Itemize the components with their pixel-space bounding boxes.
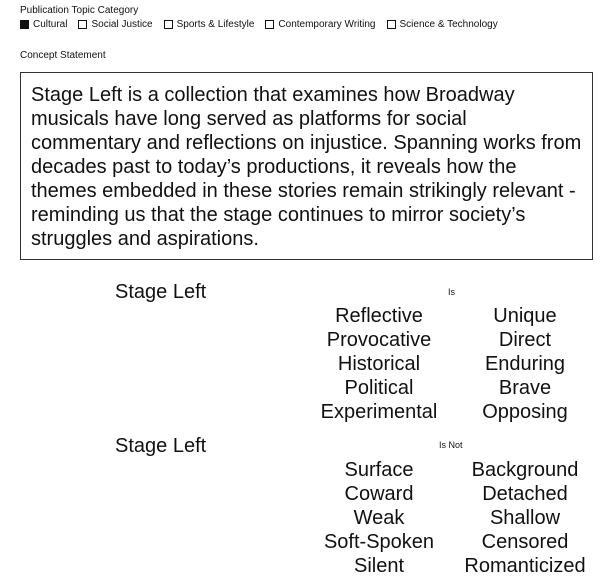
is-not-word: Shallow — [489, 507, 561, 529]
is-not-word: Censored — [481, 531, 569, 553]
is-not-section-heading: Is Not — [439, 440, 463, 450]
is-word: Political — [344, 377, 414, 399]
is-not-section-name: Stage Left — [115, 435, 207, 457]
is-not-word: Romanticized — [464, 555, 586, 577]
concept-statement-box[interactable] — [20, 72, 593, 260]
is-section-name: Stage Left — [115, 281, 207, 303]
checkbox-unchecked[interactable] — [78, 20, 87, 29]
is-not-left-column — [304, 458, 454, 578]
is-not-word: Weak — [353, 507, 405, 529]
category-option-label: Contemporary Writing — [278, 19, 376, 30]
checkbox-checked[interactable] — [20, 20, 29, 29]
is-word: Experimental — [320, 401, 438, 423]
category-option-contemporary-writing[interactable] — [265, 19, 375, 30]
category-option-cultural[interactable] — [20, 19, 67, 30]
is-not-word: Surface — [344, 459, 414, 481]
is-not-word: Background — [471, 459, 579, 481]
is-not-word: Soft-Spoken — [323, 531, 435, 553]
checkbox-unchecked[interactable] — [265, 20, 274, 29]
category-option-label: Social Justice — [91, 19, 153, 30]
is-right-column — [450, 304, 600, 424]
is-left-column — [304, 304, 454, 424]
category-option-label: Cultural — [33, 19, 68, 30]
category-option-label: Sports & Lifestyle — [176, 19, 255, 30]
is-word: Provocative — [326, 329, 432, 351]
category-options — [20, 19, 509, 30]
is-section-heading: Is — [448, 287, 456, 297]
is-word: Direct — [498, 329, 552, 351]
concept-statement-text: Stage Left is a collection that examines how Broadway musicals have long served as platforms for social commentary and reflections on injustice. Spanning works from decades past to today’s productions, it reveals how the themes embedded in these stories remain strikingly relevant - reminding us that the stage continues to mirror society’s struggles and aspirations. — [31, 84, 582, 250]
is-word: Brave — [498, 377, 552, 399]
category-title: Publication Topic Category — [20, 5, 139, 16]
is-not-word: Silent — [353, 555, 405, 577]
is-word: Reflective — [335, 305, 423, 327]
is-not-word: Detached — [482, 483, 568, 505]
is-word: Historical — [337, 353, 421, 375]
category-option-science-technology[interactable] — [387, 19, 498, 30]
concept-label: Concept Statement — [20, 50, 106, 61]
is-not-word: Coward — [344, 483, 414, 505]
is-word: Enduring — [484, 353, 566, 375]
category-option-sports-lifestyle[interactable] — [164, 19, 255, 30]
is-word: Opposing — [482, 401, 568, 423]
category-option-social-justice[interactable] — [78, 19, 152, 30]
is-word: Unique — [493, 305, 557, 327]
is-not-right-column — [450, 458, 600, 578]
category-option-label: Science & Technology — [399, 19, 498, 30]
checkbox-unchecked[interactable] — [387, 20, 396, 29]
checkbox-unchecked[interactable] — [164, 20, 173, 29]
